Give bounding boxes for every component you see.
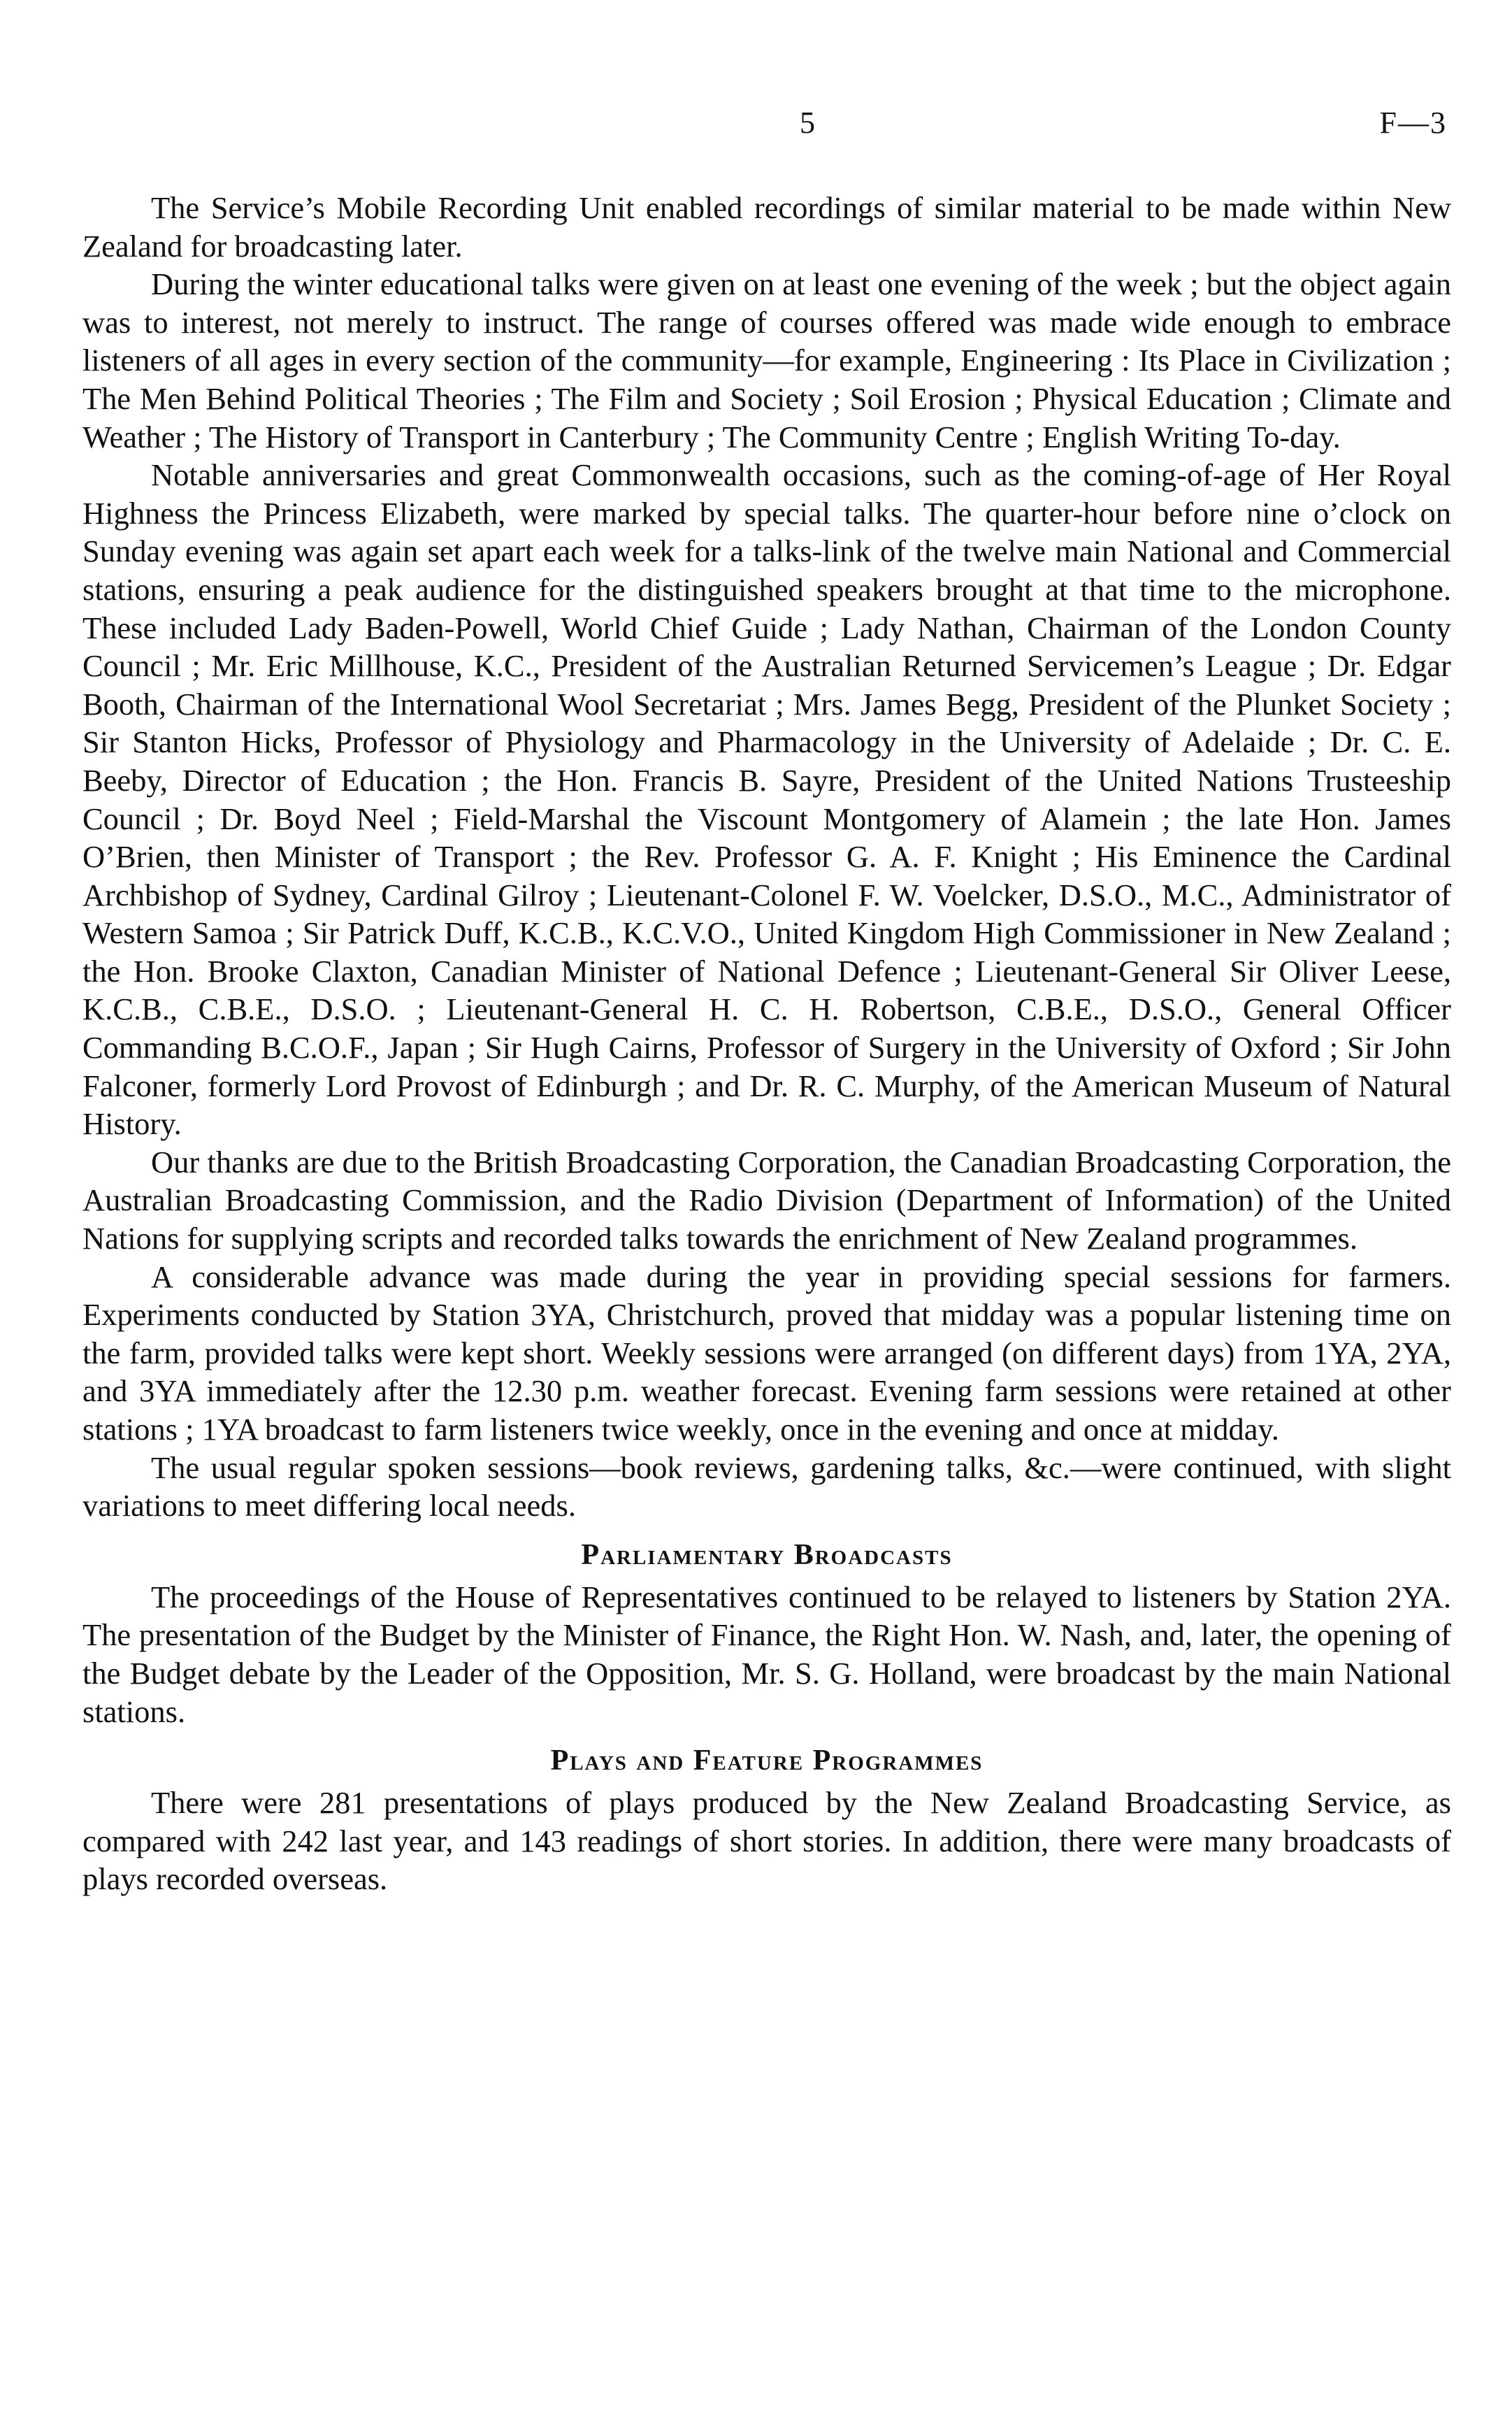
body-text bbox=[82, 189, 1451, 1898]
paragraph-thanks: Our thanks are due to the British Broadcasting Corporation, the Canadian Broadcasting Corporation, the Australian Broadcasting Commission, and the Radio Division (Department of Information) of the United Nations for supplying scripts and recorded talks towards the enrichment of New Zealand programmes. bbox=[82, 1144, 1451, 1256]
heading-plays-feature-programmes: Plays and Feature Programmes bbox=[550, 1744, 984, 1777]
page-header bbox=[168, 105, 1447, 154]
paragraph-parliamentary: The proceedings of the House of Representatives continued to be relayed to listeners by Station 2YA. The presentation of the Budget by the Minister of Finance, the Right Hon. W. Nash, and, later, the opening of the Budget debate by the Leader of the Opposition, Mr. S. G. Holland, were broadcast by the main National stations. bbox=[82, 1579, 1451, 1729]
paragraph-spoken-sessions: The usual regular spoken sessions—book reviews, gardening talks, &c.—were continued, with slight variations to meet differing local needs. bbox=[82, 1449, 1451, 1524]
paragraph-anniversaries: Notable anniversaries and great Commonwealth occasions, such as the coming-of-age of Her Royal Highness the Princess Elizabeth, were marked by special talks. The quarter-hour before nine o’clock on Sunday evening was again set apart each week for a talks-link of the twelve main National and Commercial stations, ensuring a peak audience for the distinguished speakers brought at that time to the microphone. These included Lady Baden-Powell, World Chief Guide ; Lady Nathan, Chairman of the London County Council ; Mr. Eric Millhouse, K.C., President of the Australian Returned Servicemen’s League ; Dr. Edgar Booth, Chairman of the International Wool Secretariat ; Mrs. James Begg, President of the Plunket Society ; Sir Stanton Hicks, Professor of Physiology and Pharmacology in the University of Adelaide ; Dr. C. E. Beeby, Director of Education ; the Hon. Francis B. Sayre, President of the United Nations Trusteeship Council ; Dr. Boyd Neel ; Field-Marshal the Viscount Montgomery of Alamein ; the late Hon. James O’Brien, then Minister of Transport ; the Rev. Professor G. A. F. Knight ; His Eminence the Cardinal Archbishop of Sydney, Cardinal Gilroy ; Lieutenant-Colonel F. W. Voelcker, D.S.O., M.C., Administrator of Western Samoa ; Sir Patrick Duff, K.C.B., K.C.V.O., United Kingdom High Commissioner in New Zealand ; the Hon. Brooke Claxton, Canadian Minister of National Defence ; Lieutenant-General Sir Oliver Leese, K.C.B., C.B.E., D.S.O. ; Lieutenant-General H. C. H. Robertson, C.B.E., D.S.O., General Officer Commanding B.C.O.F., Japan ; Sir Hugh Cairns, Professor of Surgery in the University of Oxford ; Sir John Falconer, formerly Lord Provost of Edinburgh ; and Dr. R. C. Murphy, of the American Museum of Natural History. bbox=[82, 457, 1451, 1142]
paragraph-farmers: A considerable advance was made during the year in providing special sessions for farmers. Experiments conducted by Station 3YA, Christchurch, proved that midday was a popular listening time on the farm, provided talks were kept short. Weekly sessions were arranged (on different days) from 1YA, 2YA, and 3YA immediately after the 12.30 p.m. weather forecast. Evening farm sessions were retained at other stations ; 1YA broadcast to farm listeners twice weekly, once in the evening and once at midday. bbox=[82, 1259, 1451, 1447]
heading-parliamentary-broadcasts: Parliamentary Broadcasts bbox=[581, 1538, 953, 1571]
document-reference: F—3 bbox=[1379, 106, 1447, 140]
paragraph-recording-unit: The Service’s Mobile Recording Unit enabled recordings of similar material to be made within New Zealand for broadcasting later. bbox=[82, 190, 1451, 264]
paragraph-winter-talks: During the winter educational talks were given on at least one evening of the week ; but the object again was to interest, not merely to instruct. The range of courses offered was made wide enough to embrace listeners of all ages in every section of the community—for example, Engineering : Its Place in Civilization ; The Men Behind Political Theories ; The Film and Society ; Soil Erosion ; Physical Education ; Climate and Weather ; The History of Transport in Canterbury ; The Community Centre ; English Writing To-day. bbox=[82, 266, 1451, 454]
paragraph-plays: There were 281 presentations of plays produced by the New Zealand Broadcasting Service, as compared with 242 last year, and 143 readings of short stories. In addition, there were many broadcasts of plays recorded overseas. bbox=[82, 1785, 1451, 1897]
page-number: 5 bbox=[800, 106, 815, 140]
